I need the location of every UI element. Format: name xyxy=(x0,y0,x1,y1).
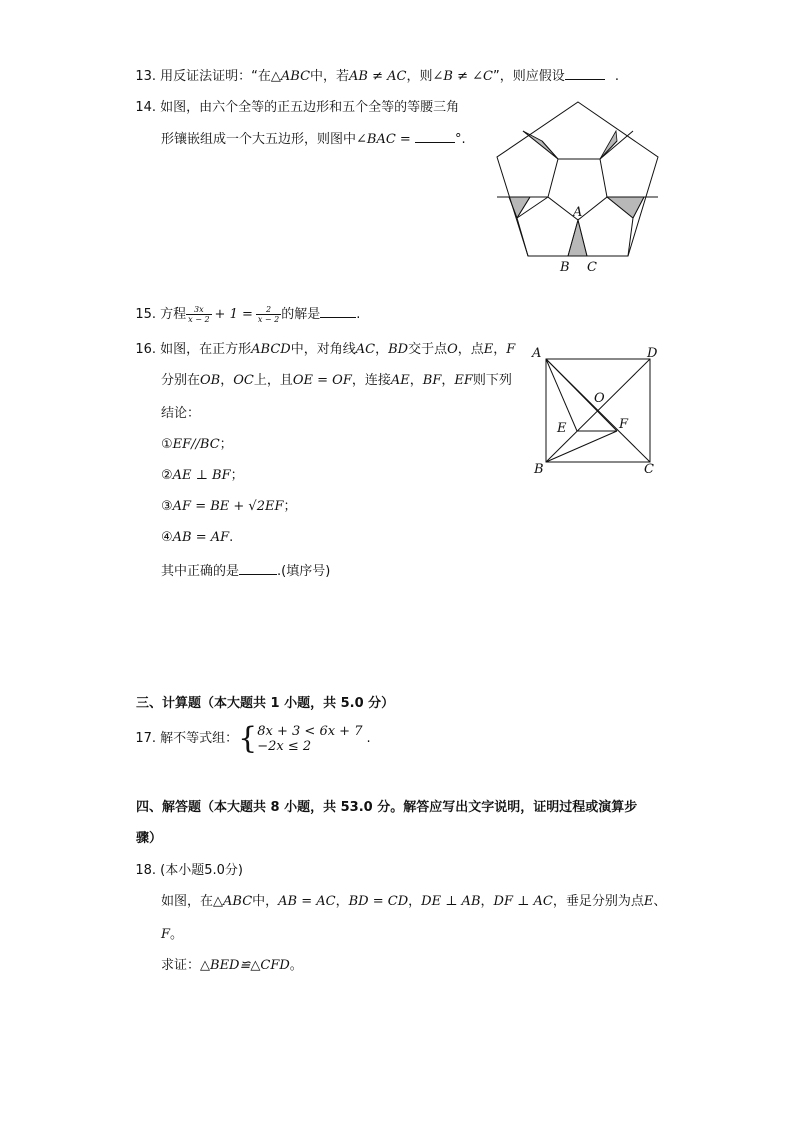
question-number: 18. xyxy=(135,863,156,878)
q18-text: ， xyxy=(335,894,349,909)
conclusion-item-4 xyxy=(161,529,233,547)
label-c: C xyxy=(644,462,654,477)
q16-text: ， xyxy=(493,342,507,357)
q13-tri: △ xyxy=(270,69,281,84)
pentagon-tiling-figure xyxy=(490,95,670,280)
q14-end: °. xyxy=(454,132,466,147)
question-18-prove xyxy=(161,957,303,975)
q16-math: AC xyxy=(355,342,376,357)
question-18-line2 xyxy=(161,926,183,944)
q18-math: E xyxy=(643,894,654,909)
conclusion-item-3 xyxy=(161,498,297,516)
q18-text: 中， xyxy=(252,894,279,909)
q15-post: 的解是 xyxy=(281,307,321,322)
item-end: . xyxy=(229,530,234,545)
item-expr: AE ⊥ BF xyxy=(172,468,231,483)
fraction-1: $\frac{3x}{x - 2}$ xyxy=(188,305,210,324)
question-number: 13. xyxy=(135,69,156,84)
question-13 xyxy=(130,67,619,86)
label-c: C xyxy=(587,260,597,275)
q16-math: F xyxy=(506,342,516,357)
square-figure xyxy=(528,342,668,480)
section-4-title-line2: 骤） xyxy=(136,831,163,846)
q16-text: ， xyxy=(375,342,389,357)
question-16-ask xyxy=(161,562,330,581)
q17-pre: 解不等式组： xyxy=(160,731,239,746)
question-18-line1 xyxy=(161,893,666,911)
ask-end: .(填序号) xyxy=(277,564,331,579)
item-mark: ① xyxy=(161,437,173,452)
conclusion-item-1 xyxy=(161,436,233,454)
q13-concl: ∠B ≠ ∠C xyxy=(432,69,493,84)
q15-end: . xyxy=(356,307,361,322)
q16-math: OC xyxy=(233,373,254,388)
label-e: E xyxy=(557,421,567,436)
fraction-2: $\frac{2}{x - 2}$ xyxy=(257,305,280,324)
label-a: A xyxy=(532,346,542,361)
question-14 xyxy=(130,99,459,117)
answer-blank[interactable] xyxy=(565,67,605,80)
q18-text: ， xyxy=(408,894,422,909)
item-end: ； xyxy=(283,499,297,514)
q13-end: . xyxy=(614,69,619,84)
answer-blank[interactable] xyxy=(239,562,277,575)
question-16-line3: 结论： xyxy=(161,406,201,421)
question-16-line2 xyxy=(161,372,512,390)
item-expr: AF = BE + √2EF xyxy=(172,499,284,514)
question-number: 14. xyxy=(135,100,156,115)
q16-math: ABCD xyxy=(251,342,291,357)
q16-text: 交于点 xyxy=(408,342,448,357)
question-number: 17. xyxy=(135,731,156,746)
q18-text: 。 xyxy=(170,927,184,942)
q18-text: 如图，在 xyxy=(161,894,214,909)
q13-text-d: ”，则应假设 xyxy=(492,69,565,84)
q13-text-b: 中，若 xyxy=(310,69,350,84)
conclusion-item-2 xyxy=(161,467,244,485)
q16-math: O xyxy=(447,342,458,357)
q16-text: ，连接 xyxy=(351,373,391,388)
q13-text-a: 用反证法证明：“在 xyxy=(160,69,271,84)
item-end: ； xyxy=(230,468,244,483)
q18-math: DE ⊥ AB xyxy=(421,894,481,909)
q16-text: 上，且 xyxy=(253,373,293,388)
item-mark: ④ xyxy=(161,530,173,545)
question-18 xyxy=(130,862,243,880)
item-mark: ③ xyxy=(161,499,173,514)
q16-text: 中，对角线 xyxy=(290,342,356,357)
q18-math: BD = CD xyxy=(348,894,409,909)
q16-math: OE = OF xyxy=(292,373,352,388)
q16-text: ， xyxy=(409,373,423,388)
question-14-line2 xyxy=(161,130,466,149)
q16-text: 分别在 xyxy=(161,373,201,388)
shaded-triangle xyxy=(600,131,617,159)
section-4-title-line1: 四、解答题（本大题共 8 小题，共 53.0 分。解答应写出文字说明，证明过程或演算步 xyxy=(136,800,638,815)
item-expr: AB = AF xyxy=(172,530,230,545)
q17-end: . xyxy=(366,731,371,746)
q14-line2: 形镶嵌组成一个大五边形，则图中 xyxy=(161,132,357,147)
q16-text: 则下列 xyxy=(472,373,512,388)
q18-text: 求证： xyxy=(161,958,201,973)
label-f: F xyxy=(619,417,629,432)
shaded-triangle-bac xyxy=(568,220,587,256)
item-end: ； xyxy=(219,437,233,452)
q13-abc: ABC xyxy=(280,69,311,84)
q18-text: 、 xyxy=(653,894,667,909)
q18-math: △ABC xyxy=(213,894,253,909)
q13-text-c: ，则 xyxy=(406,69,433,84)
q14-line1: 如图，由六个全等的正五边形和五个全等的等腰三角 xyxy=(160,100,460,115)
item-mark: ② xyxy=(161,468,173,483)
q16-math: E xyxy=(483,342,494,357)
label-a: A xyxy=(573,205,583,220)
q15-mid: + 1 = xyxy=(214,307,253,322)
section-3-title: 三、计算题（本大题共 1 小题，共 5.0 分） xyxy=(136,696,395,711)
q16-math: BD xyxy=(388,342,409,357)
q16-text: ，点 xyxy=(457,342,484,357)
q18-text: 。 xyxy=(289,958,303,973)
question-number: 16. xyxy=(135,342,156,357)
question-15 xyxy=(130,304,360,326)
q18-score: (本小题5.0分) xyxy=(160,863,243,878)
q18-math: AB = AC xyxy=(278,894,336,909)
q15-pre: 方程 xyxy=(160,307,187,322)
answer-blank[interactable] xyxy=(415,130,455,143)
system-brace: { xyxy=(238,720,258,756)
inequality-system xyxy=(257,724,362,754)
q16-text: ， xyxy=(220,373,234,388)
inequality-row-1: 8x + 3 < 6x + 7 xyxy=(257,723,363,739)
q18-math: DF ⊥ AC xyxy=(493,894,553,909)
answer-blank[interactable] xyxy=(320,305,356,318)
q18-text: ， xyxy=(480,894,494,909)
inequality-row-2: −2x ≤ 2 xyxy=(257,738,312,754)
q16-text: 如图，在正方形 xyxy=(160,342,252,357)
ask-text: 其中正确的是 xyxy=(161,564,240,579)
q16-math: EF xyxy=(454,373,473,388)
label-b: B xyxy=(534,462,544,477)
label-o: O xyxy=(594,391,605,406)
q16-math: OB xyxy=(200,373,221,388)
q14-angle: ∠BAC = xyxy=(356,132,411,147)
q16-math: BF xyxy=(422,373,442,388)
label-d: D xyxy=(647,346,658,361)
q13-cond: AB ≠ AC xyxy=(349,69,407,84)
q16-math: AE xyxy=(390,373,410,388)
label-b: B xyxy=(560,260,570,275)
q18-math: △BED≌△CFD xyxy=(200,958,290,973)
question-16-line1 xyxy=(130,341,515,359)
q18-math: F xyxy=(161,927,171,942)
question-number: 15. xyxy=(135,307,156,322)
q16-text: ， xyxy=(441,373,455,388)
q18-text: ，垂足分别为点 xyxy=(552,894,644,909)
question-17 xyxy=(130,722,371,756)
item-expr: EF//BC xyxy=(172,437,220,452)
